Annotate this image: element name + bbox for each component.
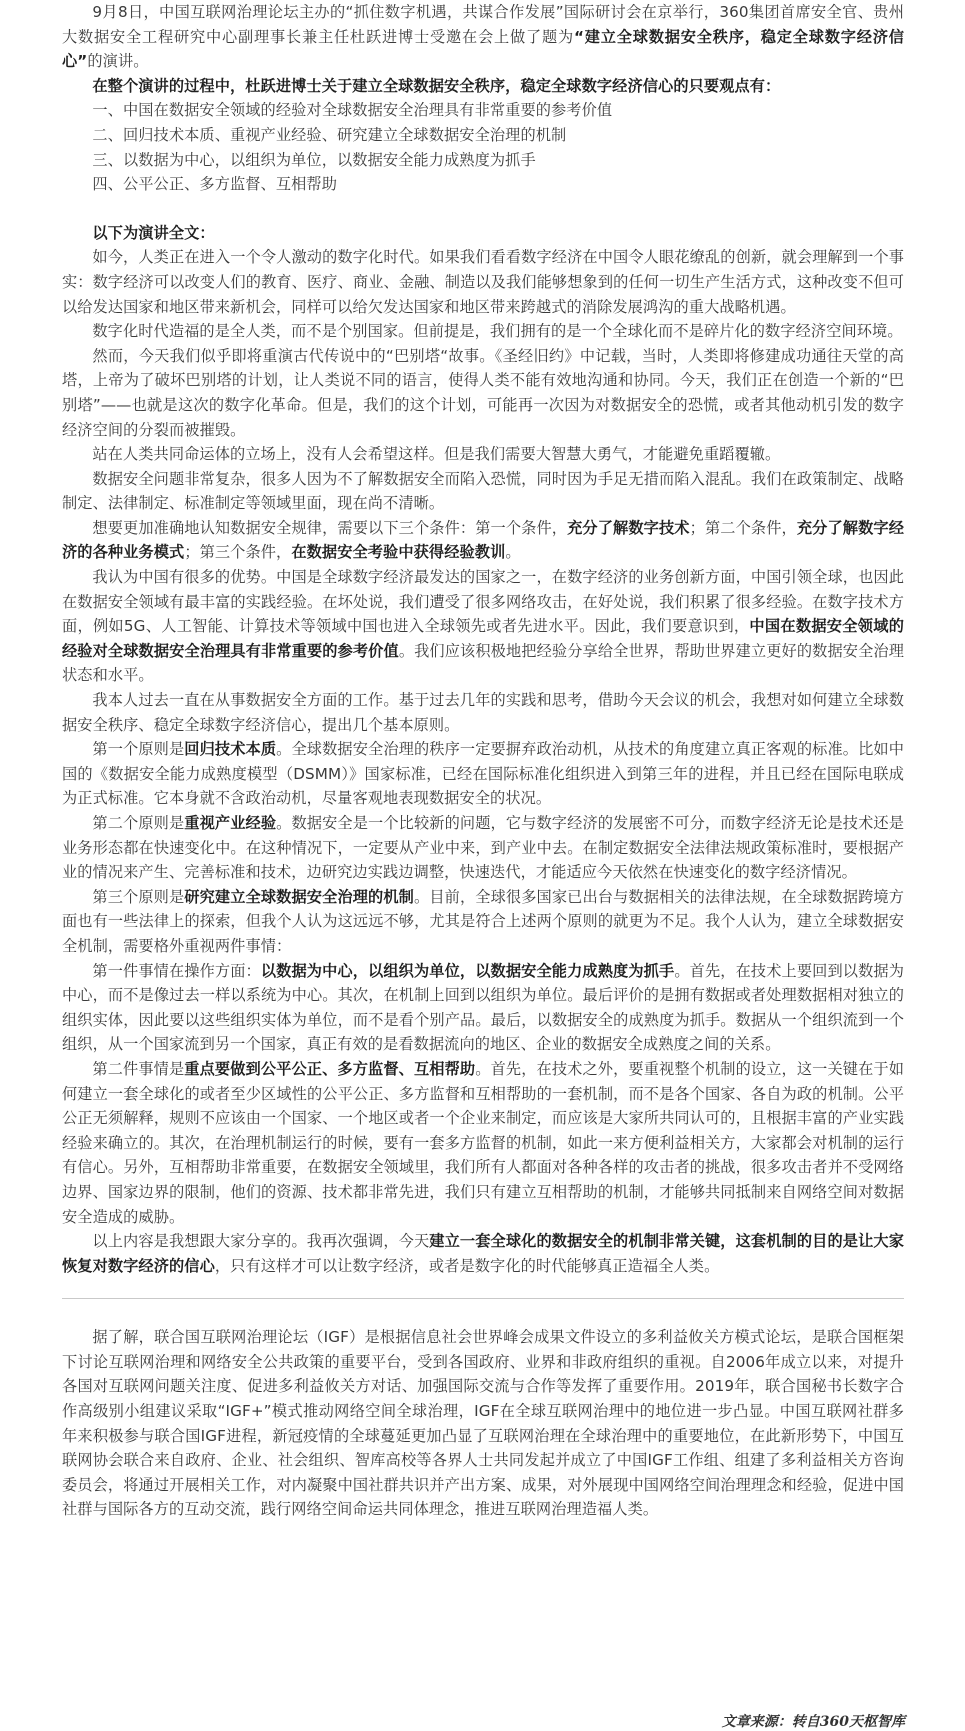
speech-paragraph: 我本人过去一直在从事数据安全方面的工作。基于过去几年的实践和思考，借助今天会议的机会，我想对如何建立全球数据安全秩序、稳定全球数字经济信心，提出几个基本原则。 [62, 691, 904, 734]
point-item: 四、公平公正、多方监督、互相帮助 [92, 175, 337, 194]
summary-heading: 在整个演讲的过程中，杜跃进博士关于建立全球数据安全秩序，稳定全球数字经济信心的只要观点有： [92, 76, 781, 95]
speech-paragraph: 第二个原则是重视产业经验。数据安全是一个比较新的问题，它与数字经济的发展密不可分，而数字经济无论是技术还是业务形态都在快速变化中。在这种情况下，一定要从产业中来，到产业中去。在制定数据安全法律法规政策标准时，要根据产业的情况来产生、完善标准和技术，边研究边实践边调整，快速迭代，才能适应今天依然在快速变化的数字经济情况。 [62, 814, 904, 882]
speech-paragraph: 想要更加准确地认知数据安全规律，需要以下三个条件：第一个条件，充分了解数字技术；第二个条件，充分了解数字经济的各种业务模式；第三个条件，在数据安全考验中获得经验教训。 [62, 518, 904, 562]
speech-paragraph: 站在人类共同命运体的立场上，没有人会希望这样。但是我们需要大智慧大勇气，才能避免重蹈覆辙。 [92, 445, 781, 464]
speech-paragraph: 数字化时代造福的是全人类，而不是个别国家。但前提是，我们拥有的是一个全球化而不是碎片化的数字经济空间环境。 [92, 322, 903, 341]
spacer [62, 197, 904, 221]
speech-paragraph: 我认为中国有很多的优势。中国是全球数字经济最发达的国家之一，在数字经济的业务创新方面，中国引领全球，也因此在数据安全领域有最丰富的实践经验。在坏处说，我们遭受了很多网络攻击，在好处说，我们积累了很多经验。在数字技术方面，例如5G、人工智能、计算技术等领域中国也进入全球领先或者先进水平。因此，我们要意识到，中国在数据安全领域的经验对全球数据安全治理具有非常重要的参考价值。我们应该积极地把经验分享给全世界，帮助世界建立更好的数据安全治理状态和水平。 [62, 568, 905, 685]
intro-text-end: 的演讲。 [87, 52, 149, 71]
speech-paragraph: 第一个原则是回归技术本质。全球数据安全治理的秩序一定要摒弃政治动机，从技术的角度建立真正客观的标准。比如中国的《数据安全能力成熟度模型（DSMM）》国家标准，已经在国际标准化组织进入到第三年的进程，并且已经在国际电联成为正式标准。它本身就不含政治动机，尽量客观地表现数据安全的状况。 [62, 740, 904, 808]
about-paragraph: 据了解，联合国互联网治理论坛（IGF）是根据信息社会世界峰会成果文件设立的多利益攸关方模式论坛，是联合国框架下讨论互联网治理和网络安全公共政策的重要平台，受到各国政府、业界和非政府组织的重视。自2006年成立以来，对提升各国对互联网问题关注度、促进多利益攸关方对话、加强国际交流与合作等发挥了重要作用。2019年，联合国秘书长数字合作高级别小组建议采取“IGF+”模式推动网络空间全球治理，IGF在全球互联网治理中的地位进一步凸显。中国互联网社群多年来积极参与联合国IGF进程，新冠疫情的全球蔓延更加凸显了互联网治理在全球治理中的重要地位，在此新形势下，中国互联网协会联合来自政府、企业、社会组织、智库高校等各界人士共同发起并成立了中国IGF工作组、组建了多利益相关方咨询委员会，将通过开展相关工作，对内凝聚中国社群共识并产出方案、成果，对外展现中国网络空间治理理念和经验，促进中国社群与国际各方的互动交流，践行网络空间命运共同体理念，推进互联网治理造福人类。 [62, 1328, 904, 1519]
speech-title: “建立全球数据安全秩序，稳定全球数字经济信心” [62, 27, 904, 71]
speech-paragraph: 然而，今天我们似乎即将重演古代传说中的“巴别塔“故事。《圣经旧约》中记载，当时，人类即将修建成功通往天堂的高塔，上帝为了破坏巴别塔的计划，让人类说不同的语言，使得人类不能有效地沟通和协同。今天，我们正在创造一个新的“巴别塔”——也就是这次的数字化革命。但是，我们的这个计划，可能再一次因为对数据安全的恐慌，或者其他动机引发的数字经济空间的分裂而被摧毁。 [62, 346, 904, 439]
speech-paragraph: 以上内容是我想跟大家分享的。我再次强调，今天建立一套全球化的数据安全的机制非常关键，这套机制的目的是让大家恢复对数字经济的信心，只有这样才可以让数字经济，或者是数字化的时代能够真正造福全人类。 [62, 1232, 904, 1275]
divider [62, 1298, 904, 1299]
speech-paragraph: 如今，人类正在进入一个令人激动的数字化时代。如果我们看看数字经济在中国令人眼花缭乱的创新，就会理解到一个事实：数字经济可以改变人们的教育、医疗、商业、金融、制造以及我们能够想象到的任何一切生产生活方式，这种改变不但可以给发达国家和地区带来新机会，同样可以给欠发达国家和地区带来跨越式的消除发展鸿沟的重大战略机遇。 [62, 248, 904, 316]
article-source: 文章来源：转自360天枢智库 [721, 1714, 905, 1730]
article [62, 0, 904, 1522]
point-item: 三、以数据为中心，以组织为单位，以数据安全能力成熟度为抓手 [92, 150, 536, 169]
point-item: 二、回归技术本质、重视产业经验、研究建立全球数据安全治理的机制 [92, 125, 567, 144]
speech-paragraph: 第二件事情是重点要做到公平公正、多方监督、互相帮助。首先，在技术之外，要重视整个机制的设立，这一关键在于如何建立一套全球化的或者至少区域性的公平公正、多方监督和互相帮助的一套机制，而不是各个国家、各自为政的机制。公平公正无须解释，规则不应该由一个国家、一个地区或者一个企业来制定，而应该是大家所共同认可的，且根据丰富的产业实践经验来确立的。其次，在治理机制运行的时候，要有一套多方监督的机制，如此一来方便利益相关方，大家都会对机制的运行有信心。另外，互相帮助非常重要，在数据安全领域里，我们所有人都面对各种各样的攻击者的挑战，很多攻击者并不受网络边界、国家边界的限制，他们的资源、技术都非常先进，我们只有建立互相帮助的机制，才能够共同抵制来自网络空间对数据安全造成的威胁。 [62, 1059, 904, 1226]
speech-paragraph: 第三个原则是研究建立全球数据安全治理的机制。目前，全球很多国家已出台与数据相关的法律法规，在全球数据跨境方面也有一些法律上的探索，但我个人认为这远远不够，尤其是符合上述两个原则的就更为不足。我个人认为，建立全球数据安全机制，需要格外重视两件事情： [62, 887, 905, 955]
intro-paragraph [62, 0, 904, 74]
point-item: 一、中国在数据安全领域的经验对全球数据安全治理具有非常重要的参考价值 [92, 101, 613, 120]
speech-heading: 以下为演讲全文： [92, 223, 215, 242]
intro-text: 9月8日，中国互联网治理论坛主办的“抓住数字机遇，共谋合作发展”国际研讨会在京举行，360集团首席安全官、贵州大数据安全工程研究中心副理事长兼主任杜跃进博士受邀在会上做了题为 [62, 3, 904, 46]
speech-paragraph: 数据安全问题非常复杂，很多人因为不了解数据安全而陷入恐慌，同时因为手足无措而陷入混乱。我们在政策制定、战略制定、法律制定、标准制定等领域里面，现在尚不清晰。 [62, 469, 904, 513]
speech-paragraph: 第一件事情在操作方面：以数据为中心，以组织为单位，以数据安全能力成熟度为抓手。首先，在技术上要回到以数据为中心，而不是像过去一样以系统为中心。其次，在机制上回到以组织为单位。最后评价的是拥有数据或者处理数据相对独立的组织实体，因此要以这些组织实体为单位，而不是看个别产品。最后，以数据安全的成熟度为抓手。数据从一个组织流到一个组织，从一个国家流到另一个国家，真正有效的是看数据流向的地区、企业的数据安全成熟度之间的关系。 [62, 961, 904, 1054]
